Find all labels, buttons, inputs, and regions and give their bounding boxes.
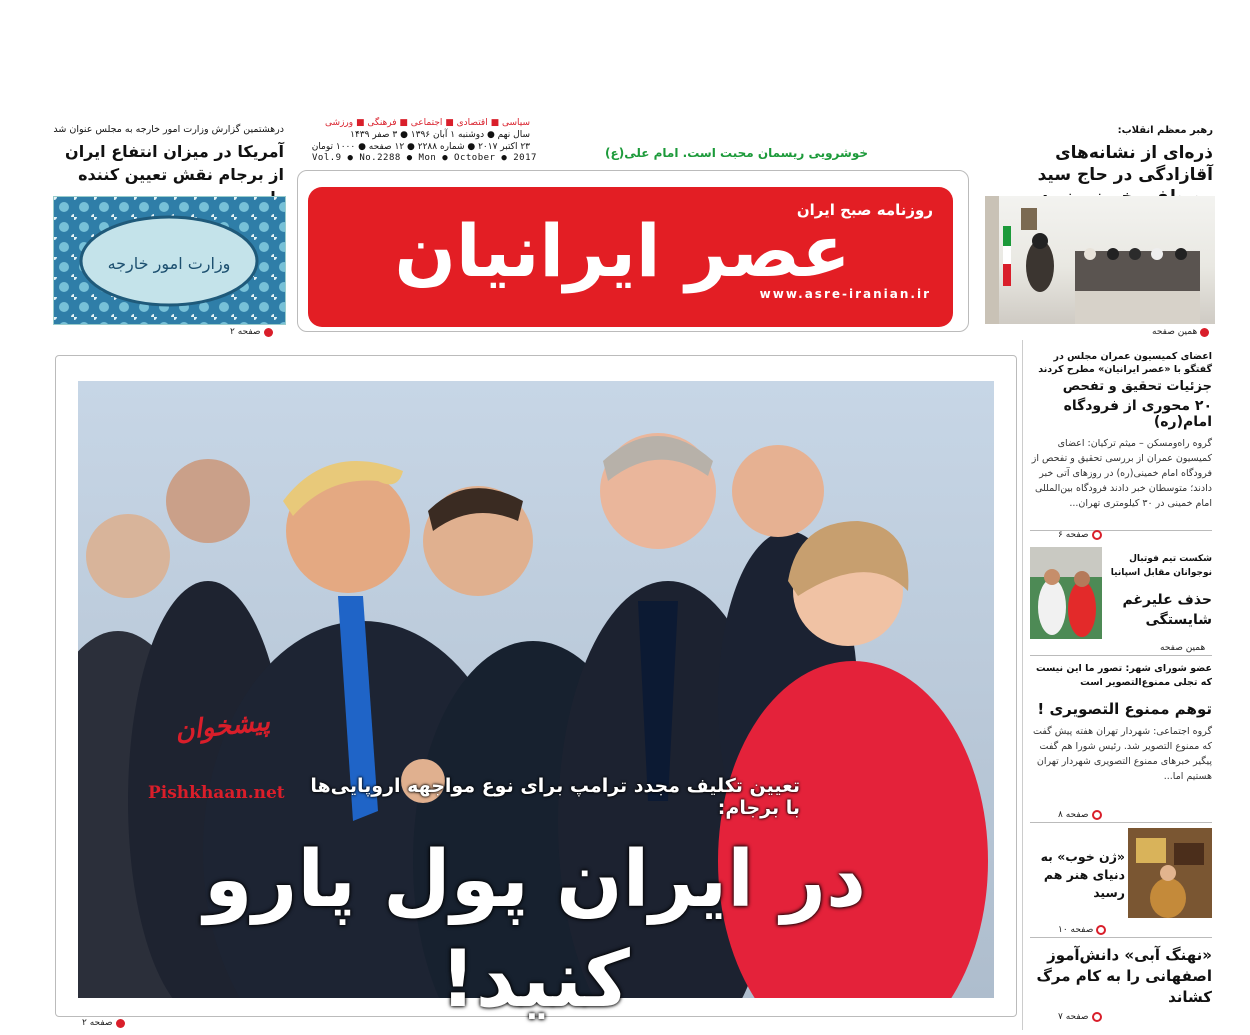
masthead-url: www.asre-iranian.ir — [759, 287, 931, 301]
item-headline: ۲۰ محوری از فرودگاه امام(ره) — [1063, 398, 1212, 430]
masthead-issue-fa: ۲۳ اکتبر ۲۰۱۷ ● شماره ۲۲۸۸ ● ۱۲ صفحه ● ۱۰۰۰ تومان — [311, 142, 530, 152]
football-illustration — [1030, 547, 1102, 639]
foreign-ministry-emblem-photo — [53, 196, 286, 325]
sidebar-item-bluewhale[interactable] — [1030, 945, 1212, 1008]
gene-photo — [1128, 828, 1212, 918]
sidebar-page-ref-2[interactable]: همین صفحه — [1160, 643, 1206, 653]
sidebar-divider — [1030, 937, 1212, 938]
tile-emblem-illustration — [54, 197, 285, 324]
arrow-circle-icon — [1092, 810, 1102, 820]
arrow-circle-icon — [1096, 925, 1106, 935]
page-arrow-icon — [1200, 328, 1209, 337]
art-gallery-illustration — [1128, 828, 1212, 918]
item-headline: «ژن خوب» به دنیای هنر هم رسید — [1040, 849, 1125, 900]
sidebar-item-mayor[interactable] — [1030, 662, 1212, 784]
item-headline: حذف علیرغم شایستگی — [1122, 592, 1212, 628]
masthead-sections: سیاسی ■ اقتصادی ■ اجتماعی ■ فرهنگی ■ ورزشی — [325, 118, 530, 128]
masthead-quote: خوشرویی ریسمان محبت است. امام علی(ع) — [605, 146, 868, 160]
item-kicker: عضو شورای شهر: تصور ما این نیست که تجلی ممنوع‌التصویر است — [1035, 663, 1212, 688]
watermark-en: Pishkhaan.net — [148, 783, 285, 803]
teaser-kicker: درهشتمین گزارش وزارت امور خارجه به مجلس عنوان شد — [53, 124, 284, 135]
item-kicker: شکست تیم فوتبال نوجوانان مقابل اسپانیا — [1110, 554, 1212, 578]
sidebar-divider — [1030, 655, 1212, 656]
arrow-circle-icon — [1092, 530, 1102, 540]
arrow-circle-icon — [1092, 1012, 1102, 1022]
sidebar-page-ref-3[interactable]: صفحه ۸ — [1028, 810, 1102, 820]
emblem-text: وزارت امور خارجه — [107, 254, 231, 273]
teaser-headline: ذره‌ای از نشانه‌های آقازادگی در حاج سید — [1037, 143, 1213, 185]
page-arrow-icon — [116, 1019, 125, 1028]
sidebar-page-ref-4[interactable]: صفحه ۱۰ — [1028, 925, 1106, 935]
sidebar-page-ref-5[interactable]: صفحه ۷ — [1028, 1012, 1102, 1022]
item-body: گروه راه‌ومسکن – میثم ترکیان: اعضای کمیسیون عمران از بررسی تحقیق و تفحص از فرودگاه امام خمینی(ره) در روزهای آتی خبر دادند؛ متوسطان خبر دادند فرودگاه بین‌المللی امام خمینی در ۳۰ کیلومتری تهران... — [1031, 438, 1212, 509]
sidebar-item-football[interactable] — [1104, 552, 1212, 630]
sidebar-item-gene[interactable] — [1030, 848, 1125, 902]
masthead-date-en: Vol.9 ● No.2288 ● Mon ● October ● 2017 — [312, 153, 537, 163]
newspaper-name: عصر ایرانیان — [394, 209, 851, 293]
main-page-ref[interactable]: صفحه ۲ — [82, 1018, 125, 1028]
sidebar-divider — [1030, 822, 1212, 823]
teaser-page-ref-left[interactable]: صفحه ۲ — [230, 327, 273, 337]
main-headline[interactable]: در ایران پول پارو کنید! — [203, 835, 867, 1025]
teaser-page-ref[interactable]: همین صفحه — [1152, 327, 1209, 337]
meeting-illustration — [985, 196, 1215, 324]
main-subheadline: تعیین تکلیف مجدد ترامپ برای نوع مواجهه اروپایی‌ها با برجام: — [310, 775, 800, 819]
item-kicker: اعضای کمیسیون عمران مجلس در گفتگو با «عصر ایرانیان» مطرح کردند — [1038, 351, 1212, 375]
item-headline: «نهنگ آبی» دانش‌آموز اصفهانی را به کام مرگ کشاند — [1036, 946, 1212, 1006]
masthead-tagline: روزنامه صبح ایران — [796, 201, 933, 219]
item-headline: توهم ممنوع التصویری ! — [1037, 700, 1212, 718]
teaser-kicker: رهبر معظم انقلاب: — [1117, 125, 1213, 136]
football-photo — [1030, 547, 1102, 639]
sidebar-page-ref-1[interactable]: صفحه ۶ — [1028, 530, 1102, 540]
leader-meeting-photo — [985, 196, 1215, 324]
watermark-fa: پیشخوان — [173, 706, 272, 747]
teaser-headline: آمریکا در میزان انتفاع ایران از برجام نقش تعیین کننده — [65, 142, 284, 184]
item-body: گروه اجتماعی: شهردار تهران هفته پیش گفت که ممنوع التصویر شد. رئیس شورا هم گفت پیگیر خبرهای ممنوع التصویری شهردار تهران هستیم اما... — [1033, 726, 1212, 782]
item-subhead: جزئیات تحقیق و تفحص — [1062, 379, 1212, 394]
page-arrow-icon — [264, 328, 273, 337]
masthead-date-fa: سال نهم ● دوشنبه ۱ آبان ۱۳۹۶ ● ۳ صفر ۱۴۳۹ — [350, 130, 530, 140]
sidebar-item-airport[interactable] — [1030, 350, 1212, 511]
masthead-logo[interactable] — [308, 187, 953, 327]
